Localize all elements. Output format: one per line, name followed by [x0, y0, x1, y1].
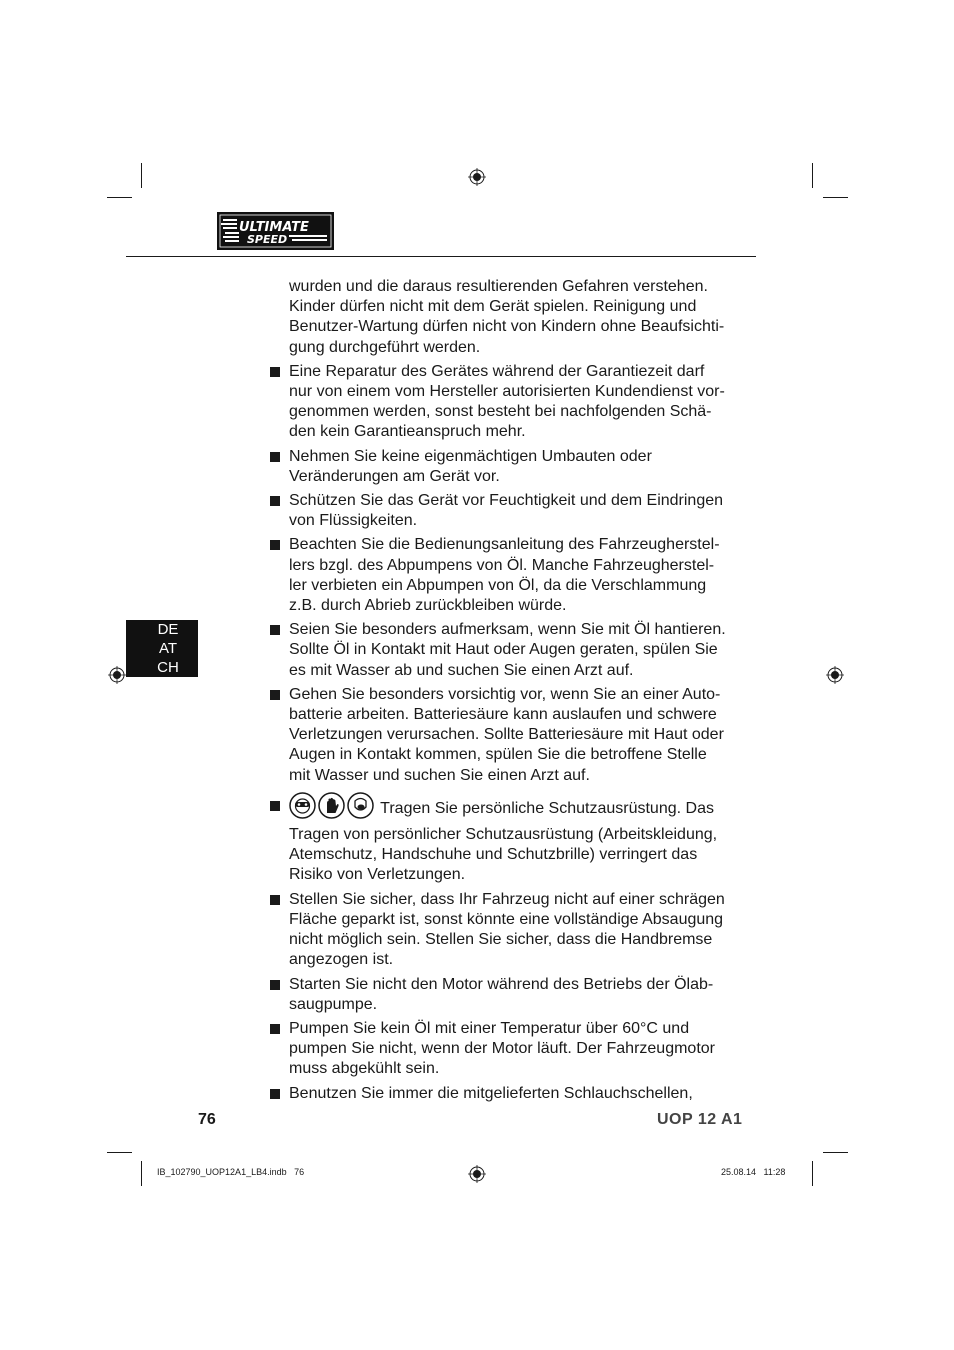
intro-paragraph: wurden und die daraus resultierenden Gefahren verstehen. Kinder dürfen nicht mit dem Gerät spielen. Reinigung und Benutzer-Wartung dürfen nicht von Kindern ohne Beaufsichti- gung durchgeführt werden.: [289, 278, 725, 356]
list-item: Seien Sie besonders aufmerksam, wenn Sie mit Öl hantieren. Sollte Öl in Kontakt mit Haut oder Augen geraten, spülen Sie es mit Wasser ab und suchen Sie einen Arzt auf.: [268, 620, 738, 681]
square-bullet-icon: [270, 1024, 280, 1034]
list-item: Tragen Sie persönliche Schutzausrüstung. Das Tragen von persönlicher Schutzausrüstung (Arbeitskleidung, Atemschutz, Handschuhe und Schutzbrille) verringert das Risiko von Verletzungen.: [268, 792, 738, 886]
square-bullet-icon: [270, 625, 280, 635]
square-bullet-icon: [270, 452, 280, 462]
language-code: AT: [158, 640, 178, 657]
crop-mark: [823, 1152, 848, 1153]
language-code: DE: [157, 621, 179, 638]
language-code: CH: [157, 659, 179, 676]
list-item: Schützen Sie das Gerät vor Feuchtigkeit und dem Eindringen von Flüssigkeiten.: [268, 491, 738, 531]
crop-mark: [812, 163, 813, 188]
ultimate-speed-logo: [217, 212, 334, 250]
svg-text:SPEED: SPEED: [247, 233, 288, 246]
registration-mark-icon: [826, 666, 844, 684]
print-slug-file: IB_102790_UOP12A1_LB4.indb 76: [157, 1167, 305, 1177]
square-bullet-icon: [270, 540, 280, 550]
list-item: Nehmen Sie keine eigenmächtigen Umbauten oder Veränderungen am Gerät vor.: [268, 447, 738, 487]
crop-mark: [107, 197, 132, 198]
ppe-icons: [289, 792, 376, 825]
square-bullet-icon: [270, 367, 280, 377]
registration-mark-icon: [468, 168, 486, 186]
square-bullet-icon: [270, 801, 280, 811]
list-item: Beachten Sie die Bedienungsanleitung des Fahrzeugherstel- lers bzgl. des Abpumpens von Öl. Manche Fahrzeugherstel- ler verbieten ein Abpumpen von Öl, da die Verschlammung z.B. durch Abrieb zurückbleiben würde.: [268, 535, 738, 616]
page-number: 76: [198, 1111, 216, 1128]
list-item: Benutzen Sie immer die mitgelieferten Schlauchschellen,: [268, 1084, 738, 1104]
square-bullet-icon: [270, 895, 280, 905]
model-number: UOP 12 A1: [657, 1111, 743, 1128]
list-item: Stellen Sie sicher, dass Ihr Fahrzeug nicht auf einer schrägen Fläche geparkt ist, sonst könnte eine vollständige Absaugung nicht möglich sein. Stellen Sie sicher, dass die Handbremse angezogen ist.: [268, 890, 738, 971]
list-item: Pumpen Sie kein Öl mit einer Temperatur über 60°C und pumpen Sie nicht, wenn der Motor läuft. Der Fahrzeugmotor muss abgekühlt sein.: [268, 1019, 738, 1080]
gloves-icon: [318, 792, 345, 819]
list-item: Starten Sie nicht den Motor während des Betriebs der Ölab- saugpumpe.: [268, 975, 738, 1015]
square-bullet-icon: [270, 980, 280, 990]
header-rule: [126, 256, 756, 257]
print-slug-datetime: 25.08.14 11:28: [721, 1167, 786, 1177]
registration-mark-icon: [108, 666, 126, 684]
list-item: Eine Reparatur des Gerätes während der Garantiezeit darf nur von einem vom Hersteller autorisierten Kundendienst vor- genommen werden, sonst besteht bei nachfolgenden Schä- den kein Garantieanspruch mehr.: [268, 362, 738, 443]
square-bullet-icon: [270, 1089, 280, 1099]
square-bullet-icon: [270, 690, 280, 700]
registration-mark-icon: [468, 1165, 486, 1183]
svg-text:ULTIMATE: ULTIMATE: [239, 220, 309, 235]
crop-mark: [812, 1161, 813, 1186]
respirator-icon: [347, 792, 374, 819]
square-bullet-icon: [270, 496, 280, 506]
language-tab: [126, 620, 198, 677]
safety-goggles-icon: [289, 792, 316, 819]
list-item: Gehen Sie besonders vorsichtig vor, wenn Sie an einer Auto- batterie arbeiten. Batteriesäure kann auslaufen und schwere Verletzungen verursachen. Sollte Batteriesäure mit Haut oder Augen in Kontakt kommen, spülen Sie die betroffene Stelle mit Wasser und suchen Sie einen Arzt auf.: [268, 685, 738, 786]
crop-mark: [107, 1152, 132, 1153]
crop-mark: [823, 197, 848, 198]
crop-mark: [141, 163, 142, 188]
safety-instructions: [268, 277, 738, 1108]
crop-mark: [141, 1161, 142, 1186]
